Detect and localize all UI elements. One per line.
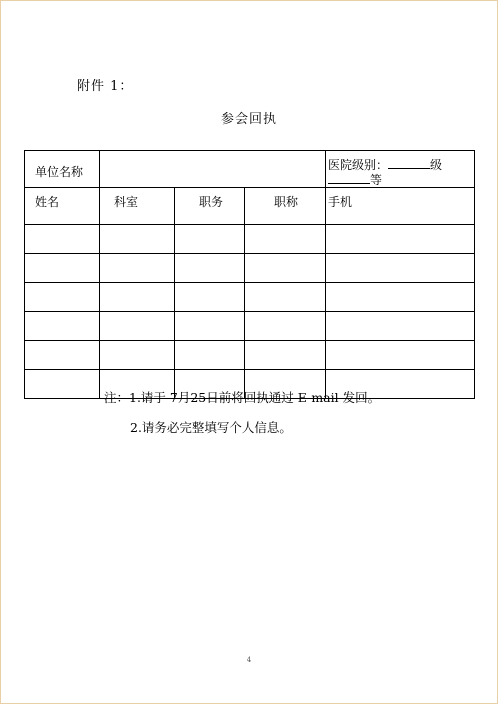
table-row bbox=[25, 254, 475, 283]
col-header-position: 职务 bbox=[175, 188, 245, 225]
note-complete-info: 2.请务必完整填写个人信息。 bbox=[130, 420, 292, 435]
title-cell[interactable] bbox=[245, 283, 326, 312]
col-header-department: 科室 bbox=[100, 188, 175, 225]
col-header-title: 职称 bbox=[245, 188, 326, 225]
hospital-grade-cell[interactable] bbox=[326, 151, 475, 188]
grade-class-text: 等 bbox=[370, 173, 383, 187]
unit-name-label: 单位名称 bbox=[25, 151, 100, 188]
grade-blank-1[interactable] bbox=[388, 157, 430, 169]
attachment-label: 附件 1： bbox=[77, 79, 134, 94]
mobile-cell[interactable] bbox=[326, 283, 475, 312]
position-cell[interactable] bbox=[175, 225, 245, 254]
name-cell[interactable] bbox=[25, 341, 100, 370]
table-row bbox=[25, 283, 475, 312]
department-cell[interactable] bbox=[100, 254, 175, 283]
position-cell[interactable] bbox=[175, 254, 245, 283]
mobile-cell[interactable] bbox=[326, 254, 475, 283]
col-header-name: 姓名 bbox=[25, 188, 100, 225]
header-row bbox=[25, 188, 475, 225]
registration-table bbox=[24, 150, 475, 399]
title-cell[interactable] bbox=[245, 312, 326, 341]
title-cell[interactable] bbox=[245, 341, 326, 370]
unit-row bbox=[25, 151, 475, 188]
table-row bbox=[25, 225, 475, 254]
department-cell[interactable] bbox=[100, 283, 175, 312]
position-cell[interactable] bbox=[175, 341, 245, 370]
table-row bbox=[25, 312, 475, 341]
page-number: 4 bbox=[246, 656, 252, 664]
name-cell[interactable] bbox=[25, 283, 100, 312]
form-title: 参会回执 bbox=[220, 112, 277, 127]
department-cell[interactable] bbox=[100, 341, 175, 370]
grade-blank-2[interactable] bbox=[328, 172, 370, 184]
hospital-grade-label: 医院级别： bbox=[328, 158, 389, 172]
name-cell[interactable] bbox=[25, 254, 100, 283]
name-cell[interactable] bbox=[25, 225, 100, 254]
title-cell[interactable] bbox=[245, 254, 326, 283]
mobile-cell[interactable] bbox=[326, 312, 475, 341]
department-cell[interactable] bbox=[100, 225, 175, 254]
department-cell[interactable] bbox=[100, 312, 175, 341]
position-cell[interactable] bbox=[175, 312, 245, 341]
unit-name-field[interactable] bbox=[100, 151, 326, 188]
note-deadline: 注：1.请于 7月25日前将回执通过 E-mail 发回。 bbox=[104, 390, 381, 405]
name-cell[interactable] bbox=[25, 370, 100, 399]
table-row bbox=[25, 341, 475, 370]
title-cell[interactable] bbox=[245, 225, 326, 254]
col-header-mobile: 手机 bbox=[326, 188, 475, 225]
position-cell[interactable] bbox=[175, 283, 245, 312]
mobile-cell[interactable] bbox=[326, 341, 475, 370]
name-cell[interactable] bbox=[25, 312, 100, 341]
grade-level-text: 级 bbox=[430, 158, 443, 172]
mobile-cell[interactable] bbox=[326, 225, 475, 254]
